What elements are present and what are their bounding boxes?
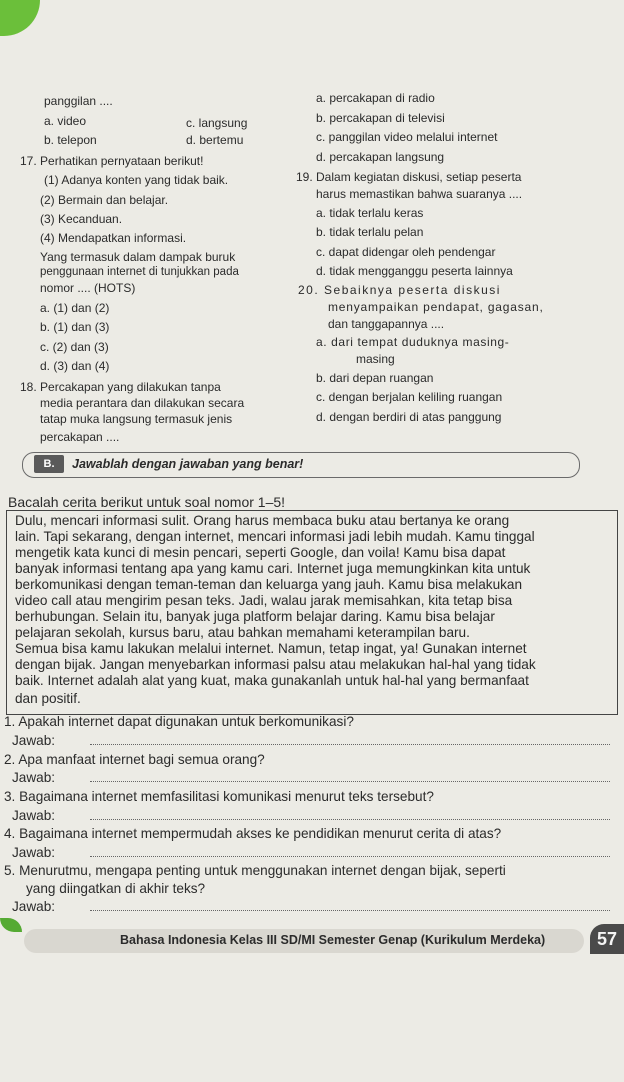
q17-option: b. (1) dan (3) <box>40 320 110 334</box>
story-line: Semua bisa kamu lakukan melalui internet. Namun, tetap ingat, ya! Gunakan internet <box>15 641 527 656</box>
question-4: 4. Bagaimana internet mempermudah akses ke pendidikan menurut cerita di atas? <box>4 826 502 841</box>
story-line: pelajaran sekolah, kursus baru, atau bahkan memahami keterampilan baru. <box>15 625 470 640</box>
story-title: Bacalah cerita berikut untuk soal nomor 1–5! <box>8 494 286 510</box>
q17-title: 17. Perhatikan pernyataan berikut! <box>20 154 204 168</box>
corner-decoration <box>0 0 40 36</box>
q20-option: b. dari depan ruangan <box>316 371 434 385</box>
option-a: a. video <box>44 114 87 128</box>
story-line: berhubungan. Selain itu, banyak juga platform belajar daring. Kamu bisa belajar <box>15 609 495 624</box>
q17-item: (4) Mendapatkan informasi. <box>40 231 187 245</box>
q17-option: a. (1) dan (2) <box>40 301 110 315</box>
q16-option: d. percakapan langsung <box>316 150 445 164</box>
option-d: d. bertemu <box>186 133 244 147</box>
q17-text: Yang termasuk dalam dampak buruk <box>40 250 236 264</box>
question-5-cont: yang diingatkan di akhir teks? <box>26 881 206 896</box>
q18-text: percakapan .... <box>40 430 120 444</box>
answer-field-4[interactable] <box>90 856 610 857</box>
story-line: berkomunikasi dengan teman-teman dan keluarga yang jauh. Kamu bisa melakukan <box>15 577 523 592</box>
q19-option: a. tidak terlalu keras <box>316 206 424 220</box>
answer-label-3: Jawab: <box>12 808 56 823</box>
answer-field-5[interactable] <box>90 910 610 911</box>
answer-label-4: Jawab: <box>12 845 56 860</box>
q17-item: (3) Kecanduan. <box>40 212 123 226</box>
story-line: mengetik kata kunci di mesin pencari, seperti Google, dan voila! Kamu bisa dapat <box>15 545 506 560</box>
q16-option: a. percakapan di radio <box>316 91 435 105</box>
q20-text: dan tanggapannya .... <box>328 317 445 331</box>
story-line: lain. Tapi sekarang, dengan internet, mencari informasi jadi lebih mudah. Kamu tinggal <box>15 529 535 544</box>
q16-option: c. panggilan video melalui internet <box>316 130 498 144</box>
story-box <box>6 510 618 715</box>
q20-option: a. dari tempat duduknya masing- <box>316 335 510 349</box>
q20-text: menyampaikan pendapat, gagasan, <box>328 300 544 314</box>
answer-label-5: Jawab: <box>12 899 56 914</box>
q17-option: d. (3) dan (4) <box>40 359 110 373</box>
q19-text: 19. Dalam kegiatan diskusi, setiap peserta <box>296 170 522 184</box>
q18-text: tatap muka langsung termasuk jenis <box>40 412 233 426</box>
story-line: banyak informasi tentang apa yang kamu cari. Internet juga memungkinkan kita untuk <box>15 561 531 576</box>
footer-text: Bahasa Indonesia Kelas III SD/MI Semester Genap (Kurikulum Merdeka) <box>120 933 546 947</box>
story-line: Dulu, mencari informasi sulit. Orang harus membaca buku atau bertanya ke orang <box>15 513 510 528</box>
option-c: c. langsung <box>186 116 248 130</box>
q17-text: nomor .... (HOTS) <box>40 281 136 295</box>
question-5: 5. Menurutmu, mengapa penting untuk menggunakan internet dengan bijak, seperti <box>4 863 506 878</box>
answer-field-3[interactable] <box>90 819 610 820</box>
q17-option: c. (2) dan (3) <box>40 340 109 354</box>
story-line: dengan bijak. Jangan menyebarkan informasi palsu atau melakukan hal-hal yang tidak <box>15 657 536 672</box>
question-2: 2. Apa manfaat internet bagi semua orang? <box>4 752 265 767</box>
answer-label-2: Jawab: <box>12 770 56 785</box>
story-line: video call atau mengirim pesan teks. Jadi, walau jarak memisahkan, kita tetap bisa <box>15 593 513 608</box>
answer-field-1[interactable] <box>90 744 610 745</box>
question-1: 1. Apakah internet dapat digunakan untuk berkomunikasi? <box>4 714 354 729</box>
answer-label-1: Jawab: <box>12 733 56 748</box>
option-b: b. telepon <box>44 133 97 147</box>
section-title: Jawablah dengan jawaban yang benar! <box>72 457 304 471</box>
q17-text: penggunaan internet di tunjukkan pada <box>40 266 239 278</box>
q20-option: masing <box>356 352 395 366</box>
section-badge: B. <box>34 455 64 473</box>
q17-item: (1) Adanya konten yang tidak baik. <box>44 173 229 187</box>
q19-option: c. dapat didengar oleh pendengar <box>316 245 496 259</box>
story-line: dan positif. <box>15 691 81 706</box>
q20-option: d. dengan berdiri di atas panggung <box>316 410 502 424</box>
q17-item: (2) Bermain dan belajar. <box>40 193 169 207</box>
question-3: 3. Bagaimana internet memfasilitasi komunikasi menurut teks tersebut? <box>4 789 434 804</box>
answer-field-2[interactable] <box>90 781 610 782</box>
q18-text: 18. Percakapan yang dilakukan tanpa <box>20 380 221 394</box>
q19-text: harus memastikan bahwa suaranya .... <box>316 187 523 201</box>
leaf-icon <box>0 918 22 932</box>
story-line: baik. Internet adalah alat yang kuat, maka gunakanlah untuk hal-hal yang bermanfaat <box>15 673 529 688</box>
q19-option: d. tidak mengganggu peserta lainnya <box>316 264 513 278</box>
page-number: 57 <box>590 924 624 954</box>
q20-text: 20. Sebaiknya peserta diskusi <box>298 283 501 297</box>
q16-option: b. percakapan di televisi <box>316 111 445 125</box>
q16-tail: panggilan .... <box>44 94 113 108</box>
q20-option: c. dengan berjalan keliling ruangan <box>316 390 503 404</box>
q19-option: b. tidak terlalu pelan <box>316 225 424 239</box>
q18-text: media perantara dan dilakukan secara <box>40 396 245 410</box>
